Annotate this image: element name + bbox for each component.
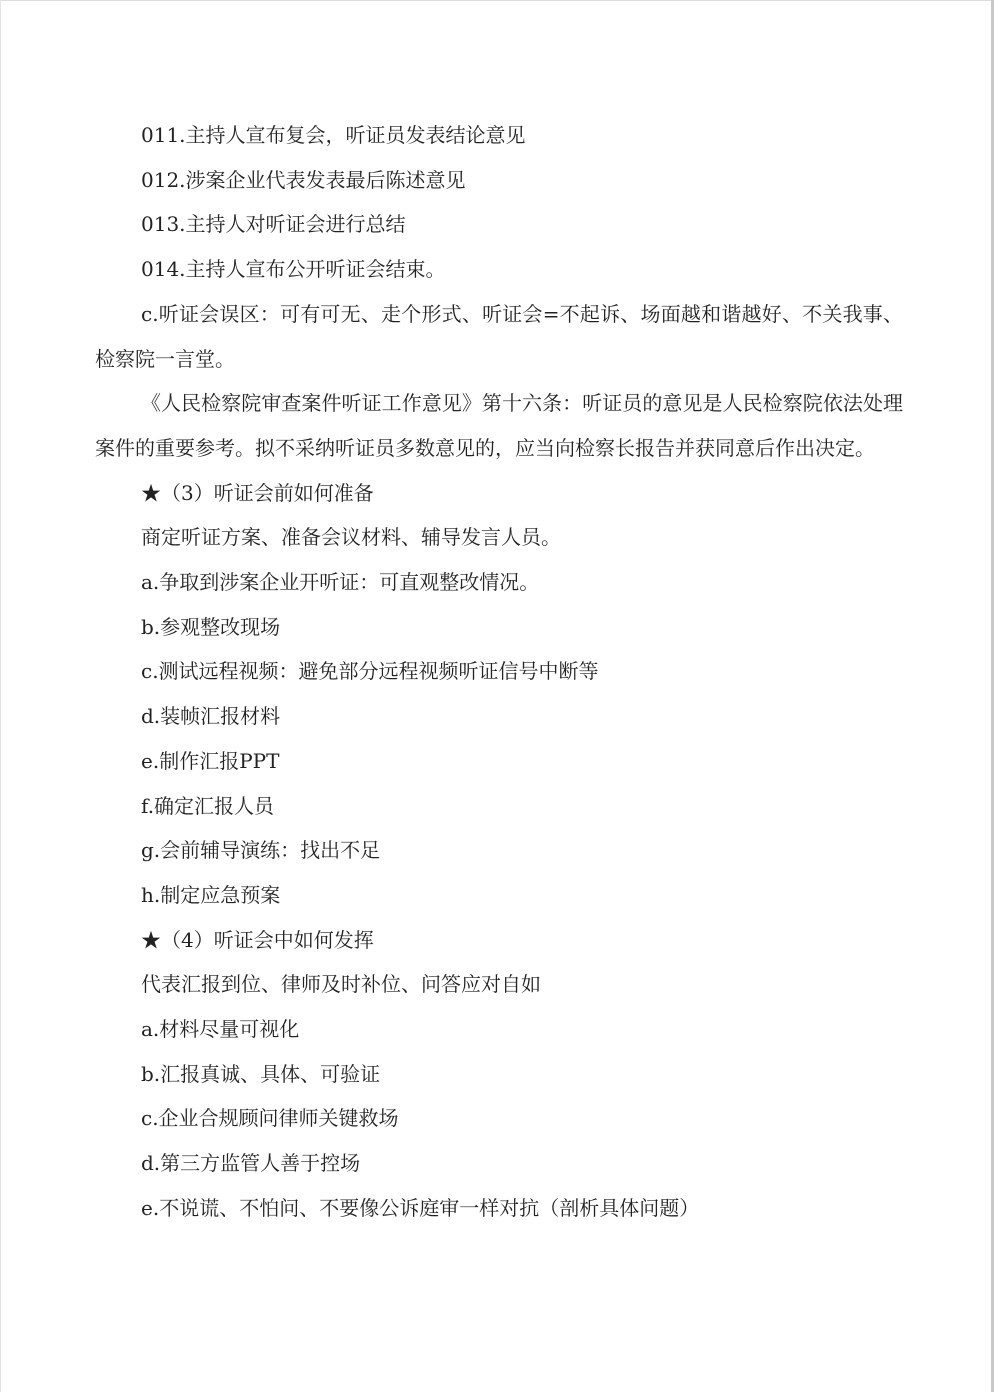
paragraph-step-013: 013.主持人对听证会进行总结: [141, 212, 406, 237]
paragraph-step-012: 012.涉案企业代表发表最后陈述意见: [141, 167, 466, 192]
section-heading-during-hearing: ★（4）听证会中如何发挥: [141, 927, 374, 952]
page-border-left: [0, 0, 1, 1392]
section-heading-preparation: ★（3）听证会前如何准备: [141, 480, 374, 505]
paragraph-preparation-summary: 商定听证方案、准备会议材料、辅导发言人员。: [141, 525, 561, 550]
list-item-prep-g: g.会前辅导演练：找出不足: [141, 838, 381, 863]
list-item-during-b: b.汇报真诚、具体、可验证: [141, 1061, 381, 1086]
paragraph-step-014: 014.主持人宣布公开听证会结束。: [141, 257, 446, 282]
list-item-during-d: d.第三方监管人善于控场: [141, 1151, 361, 1176]
list-item-prep-e: e.制作汇报PPT: [141, 748, 280, 773]
list-item-prep-d: d.装帧汇报材料: [141, 704, 281, 729]
paragraph-during-summary: 代表汇报到位、律师及时补位、问答应对自如: [141, 972, 541, 997]
list-item-prep-h: h.制定应急预案: [141, 882, 281, 907]
paragraph-step-011: 011.主持人宣布复会，听证员发表结论意见: [141, 123, 526, 147]
list-item-during-a: a.材料尽量可视化: [141, 1017, 300, 1042]
list-item-prep-c: c.测试远程视频：避免部分远程视频听证信号中断等: [141, 659, 599, 684]
paragraph-article-sixteen: 《人民检察院审查案件听证工作意见》第十六条：听证员的意见是人民检察院依法处理案件的重要参考。拟不采纳听证员多数意见的，应当向检察长报告并获同意后作出决定。: [95, 391, 903, 460]
paragraph-hearing-misconceptions: c.听证会误区：可有可无、走个形式、听证会=不起诉、场面越和谐越好、不关我事、检察院一言堂。: [95, 301, 903, 371]
page-border-top: [0, 0, 994, 1]
list-item-during-c: c.企业合规顾问律师关键救场: [141, 1106, 399, 1131]
list-item-prep-a: a.争取到涉案企业开听证：可直观整改情况。: [141, 570, 540, 595]
list-item-during-e: e.不说谎、不怕问、不要像公诉庭审一样对抗（剖析具体问题）: [141, 1195, 700, 1220]
list-item-prep-f: f.确定汇报人员: [141, 793, 275, 818]
list-item-prep-b: b.参观整改现场: [141, 614, 281, 639]
document-body: [95, 113, 903, 1231]
